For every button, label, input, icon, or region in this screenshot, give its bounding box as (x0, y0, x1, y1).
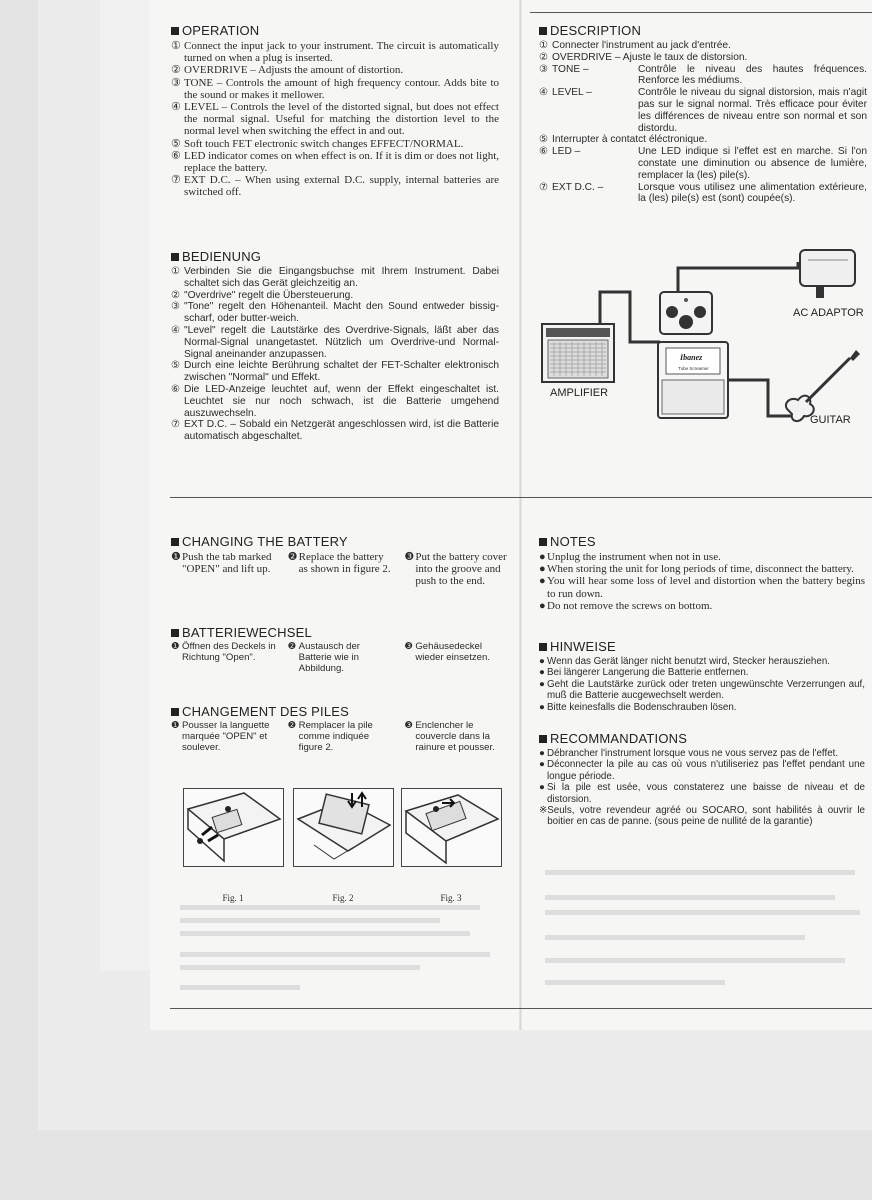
figure-2-illustration (293, 788, 394, 867)
notes-item: ● Do not remove the screws on bottom. (539, 599, 713, 612)
battery-step: ❸ Gehäusedeckel wieder einsetzen. (404, 641, 491, 663)
description-item: ② OVERDRIVE – Ajuste le taux de distorsion. (539, 51, 748, 63)
changing-battery-heading: CHANGING THE BATTERY (171, 535, 511, 549)
amplifier-icon (542, 324, 614, 382)
bedienung-section (171, 250, 499, 443)
recommandations-item: ● Déconnecter la pile au cas où vous n'utiliseriez pas l'effet pendant une longue période. (539, 759, 865, 782)
description-item: ④ LEVEL – Contrôle le niveau du signal distorsion, mais n'agit pas sur le signal normal. Très efficace pour éviter les différences de niveau entre son normal et son distordu. (539, 87, 867, 134)
guitar-icon (786, 350, 860, 421)
battery-step: ❷ Remplacer la pile comme indiquée figure 2. (287, 720, 373, 753)
description-item: ① Connecter l'instrument au jack d'entrée. (539, 40, 731, 51)
hinweise-item: ● Wenn das Gerät länger nicht benutzt wird, Stecker herausziehen. (539, 656, 830, 667)
battery-step: ❷ Replace the battery as shown in figure 2. (287, 551, 391, 576)
bedienung-item: ④ "Level" regelt die Lautstärke des Overdrive-Signals, läßt aber das Normal-Signal unangetastet. Nützlich um Overdrive-und Normal-Signal aneinander anzupassen. (171, 324, 499, 360)
description-section (539, 24, 867, 205)
batteriewechsel-section (171, 626, 511, 674)
hinweise-item: ● Bitte keinesfalls die Bodenschrauben lösen. (539, 701, 737, 713)
recommandations-item: ● Débrancher l'instrument lorsque vous ne vous servez pas de l'effet. (539, 748, 839, 759)
operation-item: ⑥ LED indicator comes on when effect is on. If it is dim or does not light, replace the battery. (171, 149, 499, 175)
changement-heading: CHANGEMENT DES PILES (171, 705, 511, 719)
hinweise-heading: HINWEISE (539, 640, 865, 654)
battery-step: ❶ Öffnen des Deckels in Richtung "Open". (171, 641, 276, 663)
battery-step: ❶ Pousser la languette marquée "OPEN" et soulever. (171, 720, 270, 753)
notes-item: ● Unplug the instrument when not in use. (539, 551, 721, 563)
operation-item: ⑦ EXT D.C. – When using external D.C. supply, internal batteries are switched off. (171, 174, 499, 199)
connection-diagram (538, 240, 868, 440)
bedienung-item: ⑦ EXT D.C. – Sobald ein Netzgerät angeschlossen wird, ist die Batterie automatisch abgeschaltet. (171, 419, 499, 443)
figure-3-caption: Fig. 3 (440, 893, 462, 903)
battery-step: ❷ Austausch der Batterie wie in Abbildung. (287, 641, 361, 674)
bedienung-heading: BEDIENUNG (171, 250, 499, 264)
recommandations-item: ● Si la pile est usée, vous constaterez une baisse de niveau et de distorsion. (539, 782, 865, 805)
recommandations-heading: RECOMMANDATIONS (539, 732, 865, 746)
adaptor-cable (678, 262, 798, 292)
changement-section (171, 705, 511, 753)
operation-heading: OPERATION (171, 24, 499, 38)
battery-step: ❸ Put the battery cover into the groove and push to the end. (404, 551, 507, 588)
ac-adaptor-icon (800, 250, 855, 298)
batteriewechsel-heading: BATTERIEWECHSEL (171, 626, 511, 640)
operation-item: ⑤ Soft touch FET electronic switch changes EFFECT/NORMAL. (171, 137, 464, 150)
notes-section (539, 535, 865, 612)
figure-1-caption: Fig. 1 (222, 893, 244, 903)
description-item: ⑥ LED – Une LED indique si l'effet est en marche. Si l'on constate une diminution ou absence de lumière, remplacer la (les) pile(s). (539, 146, 867, 181)
description-item: ⑦ EXT D.C. – Lorsque vous utilisez une alimentation extérieure, la (les) pile(s) est (sont) coupée(s). (539, 181, 867, 205)
figure-3-illustration (401, 788, 502, 867)
figure-1-illustration (183, 788, 284, 867)
battery-step: ❶ Push the tab marked "OPEN" and lift up. (171, 551, 272, 576)
bottom-rule (170, 1008, 872, 1009)
operation-item: ② OVERDRIVE – Adjusts the amount of distortion. (171, 64, 404, 77)
changing-battery-section (171, 535, 511, 588)
vertical-fold (519, 0, 522, 1030)
bedienung-item: ② "Overdrive" regelt die Übersteuerung. (171, 289, 354, 301)
hinweise-item: ● Bei längerer Langerung die Batterie entfernen. (539, 667, 749, 679)
bedienung-item: ① Verbinden Sie die Eingangsbuchse mit Ihrem Instrument. Dabei schaltet sich das Gerät gleichzeitig an. (171, 266, 499, 289)
description-item: ⑤ Interrupter à contatct éléctronique. (539, 134, 708, 146)
pedal-top-view-icon (660, 292, 712, 334)
notes-heading: NOTES (539, 535, 865, 549)
bedienung-item: ③ "Tone" regelt den Höhenanteil. Macht den Sound entweder bissig-scharf, oder butter-weich. (171, 301, 499, 325)
hinweise-item: ● Geht die Lautstärke zurück oder treten ungewünschte Verzerrungen auf, muß die Batterie aucgewechselt werden. (539, 678, 865, 702)
battery-step: ❸ Enclencher le couvercle dans la rainure et pousser. (404, 720, 495, 753)
bedienung-item: ⑥ Die LED-Anzeige leuchtet auf, wenn der Effekt eingeschaltet ist. Leuchtet sie nur noch schwach, ist die Batterie umgehend auszuwechseln. (171, 383, 499, 419)
pedal-brand-logo: Ibanez (680, 353, 703, 362)
figure-2-caption: Fig. 2 (332, 893, 354, 903)
recommandations-section (539, 732, 865, 828)
operation-item: ① Connect the input jack to your instrument. The circuit is automatically turned on when a plug is inserted. (171, 40, 499, 65)
middle-rule (170, 497, 872, 498)
operation-section (171, 24, 499, 199)
guitar-label: GUITAR (810, 414, 851, 426)
recommandations-item: ※ Seuls, votre revendeur agréé ou SOCARO, sont habilités à ouvrir le boitier en cas de panne. (sous peine de nullité de la garantie) (539, 805, 865, 828)
description-item: ③ TONE – Contrôle le niveau des hautes fréquences. Renforce les médiums. (539, 63, 867, 87)
pedal-model-text: Tube Screamer (678, 366, 709, 371)
amplifier-label: AMPLIFIER (550, 387, 609, 399)
notes-item: ● You will hear some loss of level and distortion when the battery begins to run down. (539, 575, 865, 600)
ac-adaptor-label: AC ADAPTOR (793, 307, 864, 319)
top-rule (530, 12, 872, 13)
description-heading: DESCRIPTION (539, 24, 867, 38)
operation-item: ③ TONE – Controls the amount of high frequency contour. Adds bite to the sound or makes it mellower. (171, 76, 499, 101)
notes-item: ● When storing the unit for long periods of time, disconnect the battery. (539, 563, 854, 576)
bedienung-item: ⑤ Durch eine leichte Berührung schaltet der FET-Schalter elektronisch zwischen "Normal" und Effekt. (171, 360, 499, 384)
operation-item: ④ LEVEL – Controls the level of the distorted signal, but does not effect the normal signal. Useful for matching the distortion level to the normal level when switching the effect in and out. (171, 101, 499, 138)
hinweise-section (539, 640, 865, 713)
